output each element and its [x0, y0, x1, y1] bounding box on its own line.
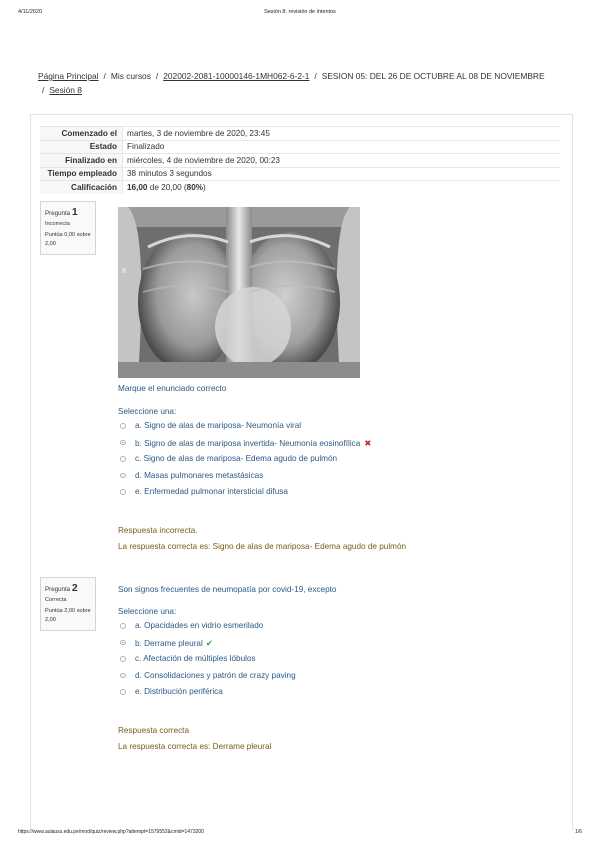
answer-label: a. Opacidades en vidrio esmerilado: [135, 621, 264, 630]
print-page-number: 1/6: [575, 829, 582, 835]
question-number: 2: [71, 582, 78, 594]
answer-label: e. Distribución periférica: [135, 687, 223, 696]
breadcrumb-session-link[interactable]: Sesión 8: [49, 85, 82, 95]
question-info-1: [40, 201, 96, 255]
summary-row: [40, 140, 560, 154]
grade-out-of: de 20,00 (: [147, 183, 187, 192]
summary-grade-value: [123, 181, 561, 195]
summary-row: [40, 181, 560, 195]
check-icon: ✔: [205, 637, 213, 648]
summary-row: [40, 154, 560, 168]
answer-option[interactable]: [120, 488, 540, 505]
breadcrumb-course-link[interactable]: 202002-2081-10000146-1MH062-6-2-1: [163, 71, 310, 81]
answer-label: d. Masas pulmonares metastásicas: [135, 470, 264, 480]
breadcrumb-home-link[interactable]: Página Principal: [38, 71, 99, 81]
answer-option[interactable]: [120, 422, 540, 439]
answer-label: b. Derrame pleural: [135, 638, 203, 648]
attempt-summary-table: [40, 126, 560, 194]
radio-button-selected[interactable]: [120, 640, 126, 646]
summary-label: Tiempo empleado: [40, 167, 123, 181]
question-state: Incorrecta: [45, 221, 70, 227]
summary-label: Comenzado el: [40, 127, 123, 141]
print-title: Sesión 8: revisión de intentos: [264, 9, 336, 15]
breadcrumb: [38, 69, 558, 97]
radio-button[interactable]: [120, 473, 126, 479]
answer-option[interactable]: [120, 455, 540, 472]
answer-option[interactable]: [120, 639, 540, 656]
breadcrumb-my-courses: Mis cursos: [110, 71, 151, 81]
radio-button[interactable]: [120, 489, 126, 495]
answer-label: c. Signo de alas de mariposa- Edema agudo de pulmón: [135, 454, 338, 463]
summary-label: Finalizado en: [40, 154, 123, 168]
breadcrumb-separator: /: [42, 85, 45, 95]
summary-row: [40, 167, 560, 181]
print-header: [18, 9, 582, 19]
summary-label: Calificación: [40, 181, 123, 195]
question-text: Son signos frecuentes de neumopatía por covid-19, excepto: [118, 585, 337, 594]
print-footer: [18, 829, 582, 839]
answer-label: c. Afectación de múltiples lóbulos: [135, 654, 256, 663]
answer-feedback: Respuesta incorrecta.: [118, 526, 198, 535]
answer-label: b. Signo de alas de mariposa invertida- Neumonía eosinofílica: [135, 438, 361, 448]
breadcrumb-separator: /: [155, 71, 159, 81]
answer-option[interactable]: [120, 655, 540, 672]
summary-value: Finalizado: [123, 140, 561, 154]
question-label: Pregunta: [45, 586, 71, 593]
answer-option[interactable]: [120, 439, 540, 456]
print-date: 4/11/2020: [18, 9, 43, 15]
question-grade: Puntúa 0,00 sobre 2,00: [45, 232, 91, 247]
answer-option[interactable]: [120, 472, 540, 489]
grade-close: ): [203, 183, 206, 192]
breadcrumb-section: SESION 05: DEL 26 DE OCTUBRE AL 08 DE NOVIEMBRE: [321, 71, 545, 81]
radio-button[interactable]: [120, 689, 126, 695]
answer-option[interactable]: [120, 688, 540, 705]
summary-value: miércoles, 4 de noviembre de 2020, 00:23: [123, 154, 561, 168]
answer-label: a. Signo de alas de mariposa- Neumonía viral: [135, 421, 302, 430]
answer-list: [120, 622, 540, 705]
answer-option[interactable]: [120, 622, 540, 639]
grade-percent: 80%: [186, 183, 204, 192]
answer-label: e. Enfermedad pulmonar intersticial difusa: [135, 487, 288, 496]
correct-answer: La respuesta correcta es: Derrame pleural: [118, 742, 272, 751]
radio-button[interactable]: [120, 623, 126, 629]
chest-xray-image: [118, 207, 360, 378]
xray-side-marker: R: [122, 269, 127, 275]
answer-option[interactable]: [120, 672, 540, 689]
answer-prompt: Seleccione una:: [118, 607, 177, 616]
print-url: https://www.aulauss.edu.pe/mod/quiz/review.php?attempt=1579552&cmid=1473200: [18, 829, 204, 835]
question-state: Correcta: [45, 597, 67, 603]
radio-button[interactable]: [120, 673, 126, 679]
question-info-2: [40, 577, 96, 631]
question-text: Marque el enunciado correcto: [118, 384, 227, 393]
breadcrumb-separator: /: [314, 71, 317, 81]
answer-list: [120, 422, 540, 505]
radio-button[interactable]: [120, 656, 126, 662]
summary-row: [40, 127, 560, 141]
cross-icon: ✖: [364, 437, 372, 448]
breadcrumb-separator: /: [103, 71, 106, 81]
radio-button-selected[interactable]: [120, 440, 126, 446]
question-label: Pregunta: [45, 210, 71, 217]
answer-label: d. Consolidaciones y patrón de crazy paving: [135, 670, 296, 680]
radio-button[interactable]: [120, 423, 126, 429]
answer-prompt: Seleccione una:: [118, 407, 177, 416]
grade-points: 16,00: [127, 183, 148, 192]
question-grade: Puntúa 2,00 sobre 2,00: [45, 608, 91, 623]
summary-label: Estado: [40, 140, 123, 154]
answer-feedback: Respuesta correcta: [118, 726, 189, 735]
correct-answer: La respuesta correcta es: Signo de alas de mariposa- Edema agudo de pulmón: [118, 542, 407, 551]
question-number: 1: [71, 206, 78, 218]
radio-button[interactable]: [120, 456, 126, 462]
summary-value: martes, 3 de noviembre de 2020, 23:45: [123, 127, 561, 141]
summary-value: 38 minutos 3 segundos: [123, 167, 561, 181]
